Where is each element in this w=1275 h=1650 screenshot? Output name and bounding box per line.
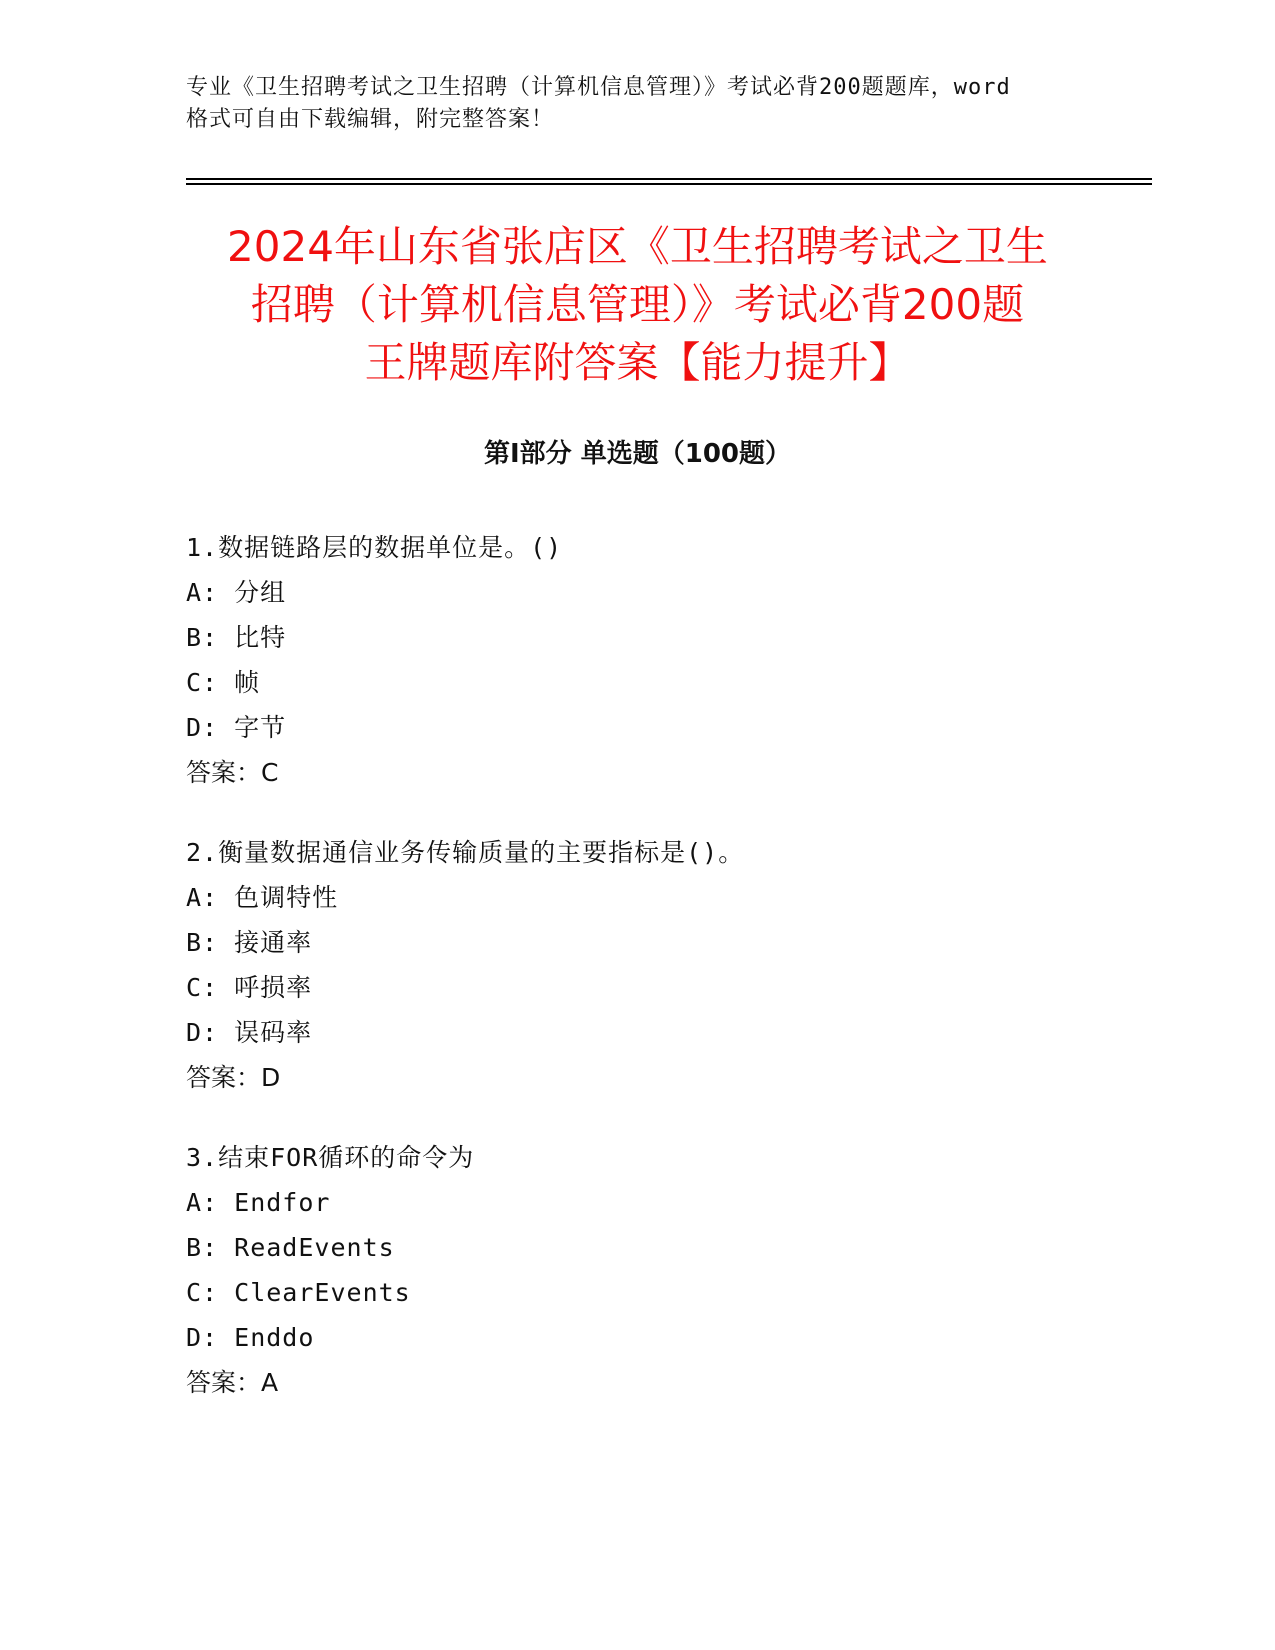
header-note-line-1: 专业《卫生招聘考试之卫生招聘（计算机信息管理）》考试必背200题题库，word [186,75,1011,100]
option-b: B: 比特 [186,623,287,652]
question-item [186,1135,1136,1405]
header-rule-top [186,178,1152,180]
document-title [170,218,1105,392]
option-d: D: 误码率 [186,1018,313,1047]
question-list [186,525,1136,1440]
answer-line: 答案：D [186,1063,281,1092]
option-c: C: ClearEvents [186,1278,411,1307]
option-b: B: 接通率 [186,928,313,957]
document-title-line-2: 招聘（计算机信息管理）》考试必背200题 [250,280,1025,329]
option-d: D: 字节 [186,713,287,742]
header-note [186,72,1086,136]
answer-line: 答案：A [186,1368,279,1397]
question-stem: 2.衡量数据通信业务传输质量的主要指标是()。 [186,838,745,867]
option-a: A: 色调特性 [186,883,339,912]
question-stem: 3.结束FOR循环的命令为 [186,1143,475,1172]
option-a: A: 分组 [186,578,287,607]
question-stem: 1.数据链路层的数据单位是。() [186,533,563,562]
question-item [186,525,1136,795]
header-note-line-2: 格式可自由下载编辑，附完整答案！ [186,107,555,132]
document-title-line-1: 2024年山东省张店区《卫生招聘考试之卫生 [227,222,1048,271]
document-title-line-3: 王牌题库附答案【能力提升】 [364,338,911,387]
section-title: 第Ⅰ部分 单选题（100题） [484,439,791,469]
option-c: C: 帧 [186,668,261,697]
option-d: D: Enddo [186,1323,315,1352]
header-rule-bottom [186,183,1152,185]
question-item [186,830,1136,1100]
option-c: C: 呼损率 [186,973,313,1002]
answer-line: 答案：C [186,758,279,787]
option-b: B: ReadEvents [186,1233,395,1262]
option-a: A: Endfor [186,1188,331,1217]
